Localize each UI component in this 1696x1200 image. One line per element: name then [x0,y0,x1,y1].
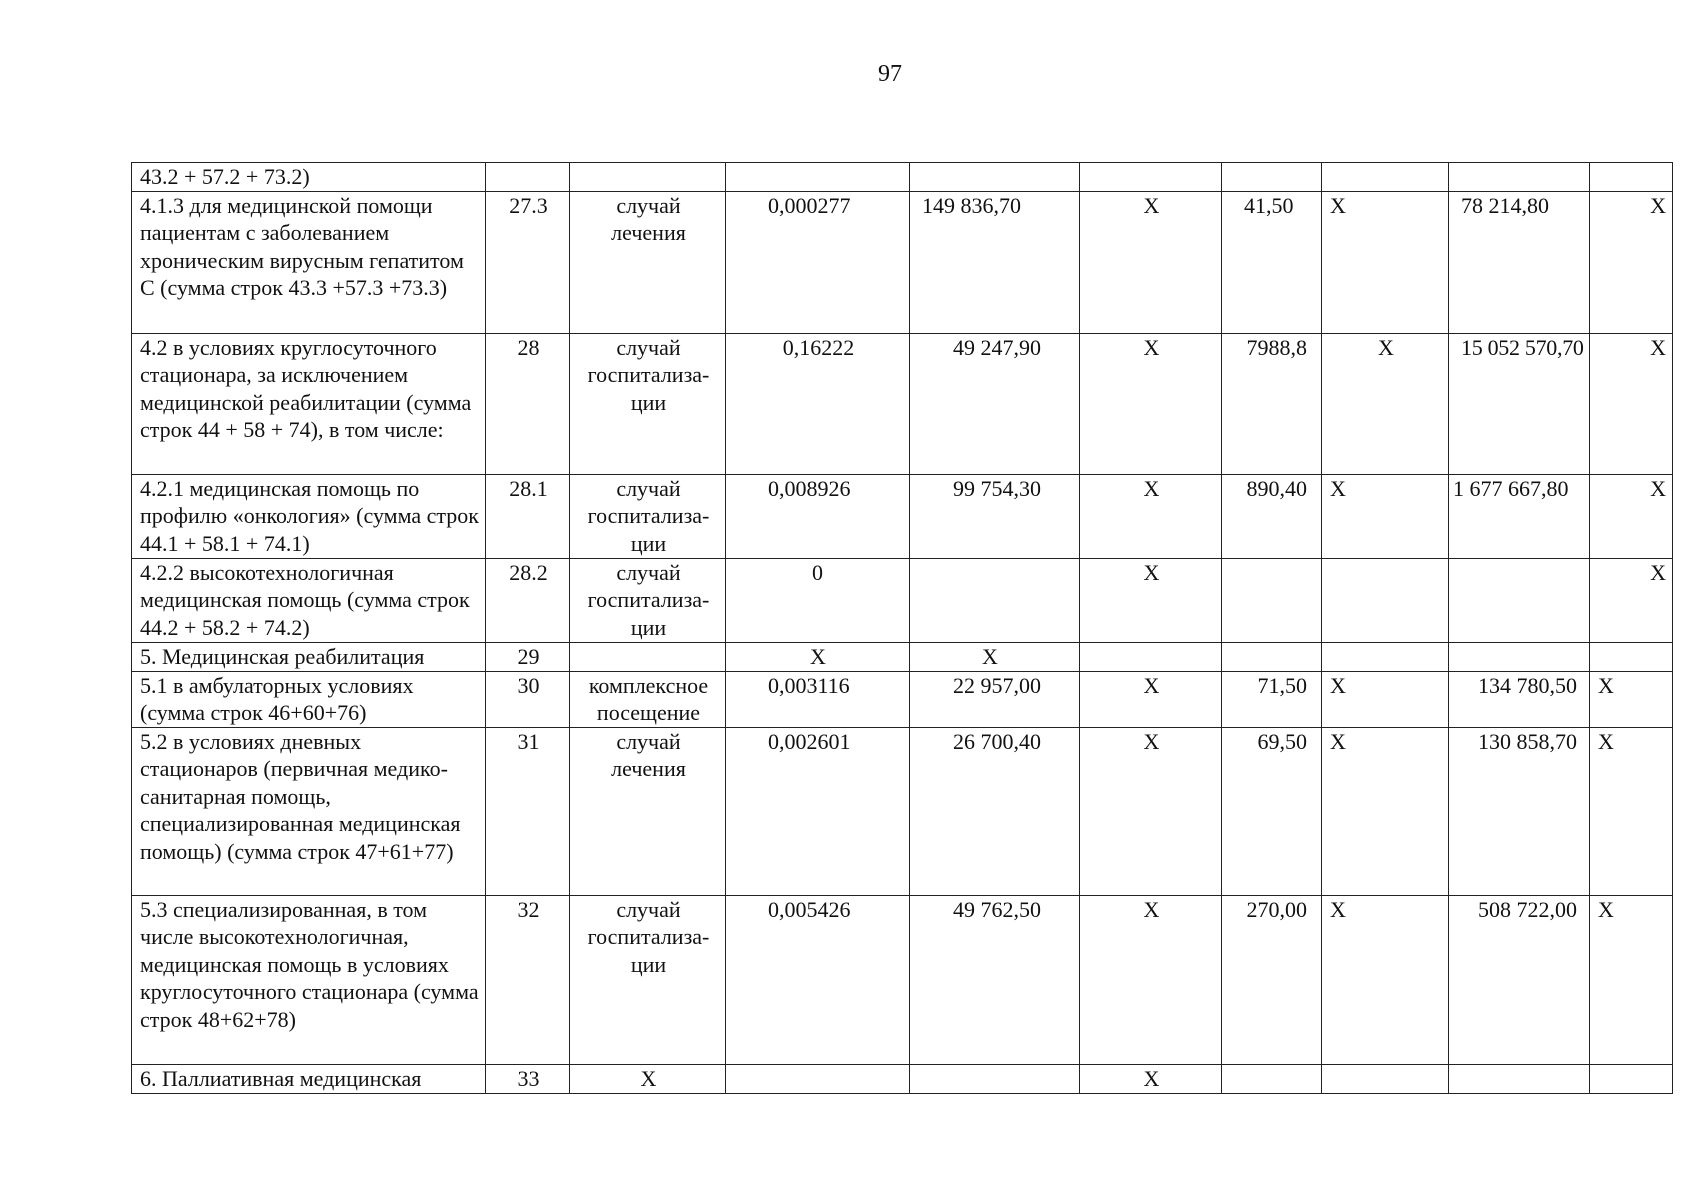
financing-table [131,162,1673,1094]
row-unit [570,642,726,671]
row-cost: 26 700,40 [910,727,1080,895]
table-row [132,671,1673,727]
row-x-2 [1322,558,1449,642]
row-unit: случай госпитализа-ции [570,474,726,558]
row-cost: 49 762,50 [910,895,1080,1064]
row-x-1: X [1080,1064,1222,1093]
row-name: 4.2.2 высокотехнологичная медицинская помощь (сумма строк 44.2 + 58.2 + 74.2) [132,558,486,642]
row-x-2: X [1322,474,1449,558]
row-cost: X [910,642,1080,671]
row-x-2: X [1322,191,1449,333]
row-cost [910,1064,1080,1093]
row-volume: 0,003116 [726,671,910,727]
page-number: 97 [878,61,902,87]
row-volume: 0,000277 [726,191,910,333]
table-row [132,558,1673,642]
row-value-2: 508 722,00 [1449,895,1590,1064]
row-volume: X [726,642,910,671]
row-volume [726,1064,910,1093]
row-x-2: X [1322,333,1449,474]
row-unit: случай госпитализа-ции [570,895,726,1064]
row-name: 5. Медицинская реабилитация [132,642,486,671]
row-value-2 [1449,558,1590,642]
row-name: 4.1.3 для медицинской помощи пациентам с заболеванием хроническим вирусным гепатитом С (сумма строк 43.3 +57.3 +73.3) [132,191,486,333]
row-volume: 0,002601 [726,727,910,895]
table-row [132,727,1673,895]
row-line-number: 28.1 [486,474,570,558]
row-x-3: X [1590,558,1673,642]
row-value-2 [1449,163,1590,192]
row-x-2 [1322,163,1449,192]
table-row [132,1064,1673,1093]
row-value-2: 1 677 667,80 [1449,474,1590,558]
row-volume: 0,16222 [726,333,910,474]
row-line-number [486,163,570,192]
row-x-3: X [1590,671,1673,727]
row-x-1: X [1080,558,1222,642]
row-x-2: X [1322,895,1449,1064]
row-value-2: 134 780,50 [1449,671,1590,727]
row-value-1: 69,50 [1222,727,1322,895]
row-x-2: X [1322,727,1449,895]
row-x-1 [1080,163,1222,192]
row-x-3 [1590,642,1673,671]
table-row [132,642,1673,671]
row-x-3: X [1590,333,1673,474]
row-x-1: X [1080,474,1222,558]
row-value-2: 78 214,80 [1449,191,1590,333]
row-value-1: 890,40 [1222,474,1322,558]
row-x-1: X [1080,895,1222,1064]
row-unit: случай госпитализа-ции [570,333,726,474]
row-value-2: 15 052 570,70 [1449,333,1590,474]
row-value-1: 7988,8 [1222,333,1322,474]
row-value-2 [1449,642,1590,671]
table-row [132,333,1673,474]
row-line-number: 28.2 [486,558,570,642]
row-cost: 49 247,90 [910,333,1080,474]
row-x-2 [1322,1064,1449,1093]
row-value-1: 71,50 [1222,671,1322,727]
row-x-3 [1590,1064,1673,1093]
row-value-1: 270,00 [1222,895,1322,1064]
row-x-3: X [1590,191,1673,333]
row-value-2: 130 858,70 [1449,727,1590,895]
row-name: 4.2 в условиях круглосуточного стационара, за исключением медицинской реабилитации (сумма строк 44 + 58 + 74), в том числе: [132,333,486,474]
row-x-1: X [1080,727,1222,895]
table-row [132,895,1673,1064]
row-unit: случай госпитализа-ции [570,558,726,642]
row-value-1 [1222,163,1322,192]
table-row [132,474,1673,558]
row-value-2 [1449,1064,1590,1093]
row-name: 6. Паллиативная медицинская [132,1064,486,1093]
row-line-number: 31 [486,727,570,895]
row-name: 5.1 в амбулаторных условиях (сумма строк 46+60+76) [132,671,486,727]
row-x-1 [1080,642,1222,671]
row-line-number: 30 [486,671,570,727]
table-row [132,163,1673,192]
row-x-3: X [1590,895,1673,1064]
row-value-1 [1222,642,1322,671]
row-volume: 0,005426 [726,895,910,1064]
row-line-number: 28 [486,333,570,474]
row-cost [910,558,1080,642]
row-x-1: X [1080,671,1222,727]
row-line-number: 32 [486,895,570,1064]
row-line-number: 29 [486,642,570,671]
row-unit: случай лечения [570,191,726,333]
row-x-2: X [1322,671,1449,727]
row-x-2 [1322,642,1449,671]
row-name: 4.2.1 медицинская помощь по профилю «онкология» (сумма строк 44.1 + 58.1 + 74.1) [132,474,486,558]
table-row [132,191,1673,333]
row-value-1 [1222,558,1322,642]
row-volume [726,163,910,192]
row-name: 43.2 + 57.2 + 73.2) [132,163,486,192]
row-name: 5.3 специализированная, в том числе высокотехнологичная, медицинская помощь в условиях круглосуточного стационара (сумма строк 48+62+78) [132,895,486,1064]
row-cost: 22 957,00 [910,671,1080,727]
row-line-number: 33 [486,1064,570,1093]
row-cost [910,163,1080,192]
row-unit [570,163,726,192]
row-x-3: X [1590,727,1673,895]
row-x-1: X [1080,191,1222,333]
row-cost: 99 754,30 [910,474,1080,558]
row-value-1 [1222,1064,1322,1093]
row-cost: 149 836,70 [910,191,1080,333]
row-unit: комплексное посещение [570,671,726,727]
row-line-number: 27.3 [486,191,570,333]
row-name: 5.2 в условиях дневных стационаров (первичная медико-санитарная помощь, специализированная медицинская помощь) (сумма строк 47+61+77) [132,727,486,895]
row-volume: 0,008926 [726,474,910,558]
row-unit: случай лечения [570,727,726,895]
row-value-1: 41,50 [1222,191,1322,333]
row-x-3 [1590,163,1673,192]
row-unit: X [570,1064,726,1093]
row-x-3: X [1590,474,1673,558]
row-volume: 0 [726,558,910,642]
row-x-1: X [1080,333,1222,474]
